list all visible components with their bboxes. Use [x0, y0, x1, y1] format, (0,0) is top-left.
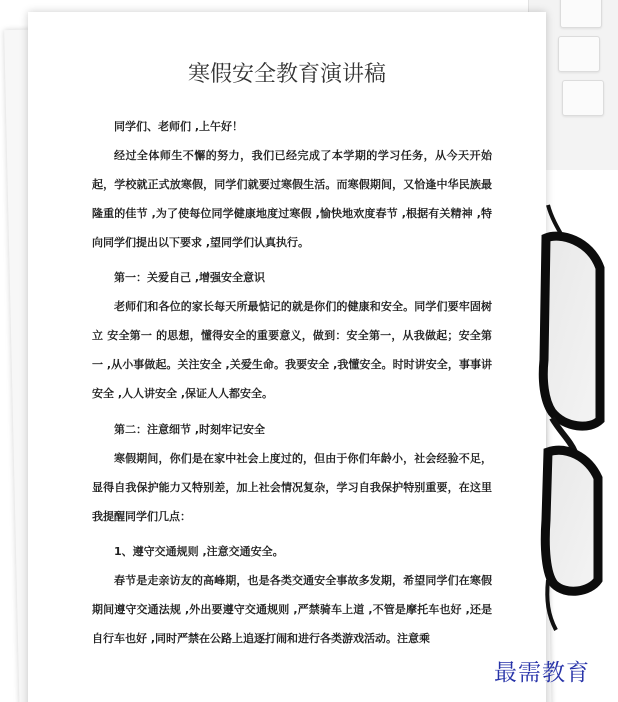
- intro-paragraph: 经过全体师生不懈的努力，我们已经完成了本学期的学习任务，从今天开始起，学校就正式放寒假，同学们就要过寒假生活。而寒假期间，又恰逢中华民族最隆重的佳节 ,为了使每位同学健康地度过寒假 ,愉快地欢度春节 ,根据有关精神 ,特向同学们提出以下要求 ,望同学们认真执行。: [92, 149, 492, 249]
- keyboard-key: [558, 36, 600, 72]
- section-heading-1: 第一：关爱自己 ,增强安全意识: [114, 271, 266, 284]
- list-item-1-paragraph: 春节是走亲访友的高峰期，也是各类交通安全事故多发期，希望同学们在寒假期间遵守交通法规 ,外出要遵守交通规则 ,严禁骑车上道 ,不管是摩托车也好 ,还是自行车也好 ,同时严禁在公路上追逐打闹和进行各类游戏活动。注意乘: [92, 574, 492, 645]
- document-title: 寒假安全教育演讲稿: [187, 62, 386, 87]
- section-heading-2: 第二：注意细节 ,时刻牢记安全: [114, 423, 266, 436]
- section-2-paragraph: 寒假期间，你们是在家中社会上度过的，但由于你们年龄小，社会经验不足，显得自我保护能力又特别差，加上社会情况复杂，学习自我保护特别重要，在这里我提醒同学们几点：: [92, 452, 492, 523]
- greeting: 同学们、老师们 ,上午好！: [114, 120, 244, 133]
- list-item-1: 1、遵守交通规则 ,注意交通安全。: [114, 545, 284, 558]
- watermark: 最需教育: [494, 660, 590, 686]
- keyboard-key: [562, 80, 604, 116]
- keyboard-key: [560, 0, 602, 28]
- section-1-paragraph: 老师们和各位的家长每天所最惦记的就是你们的健康和安全。同学们要牢固树立 安全第一 的思想，懂得安全的重要意义，做到：安全第一，从我做起；安全第一 ,从小事做起。关注安全 ,关爱生命。我要安全 ,我懂安全。时时讲安全，事事讲安全 ,人人讲安全 ,保证人人都安全。: [92, 300, 492, 400]
